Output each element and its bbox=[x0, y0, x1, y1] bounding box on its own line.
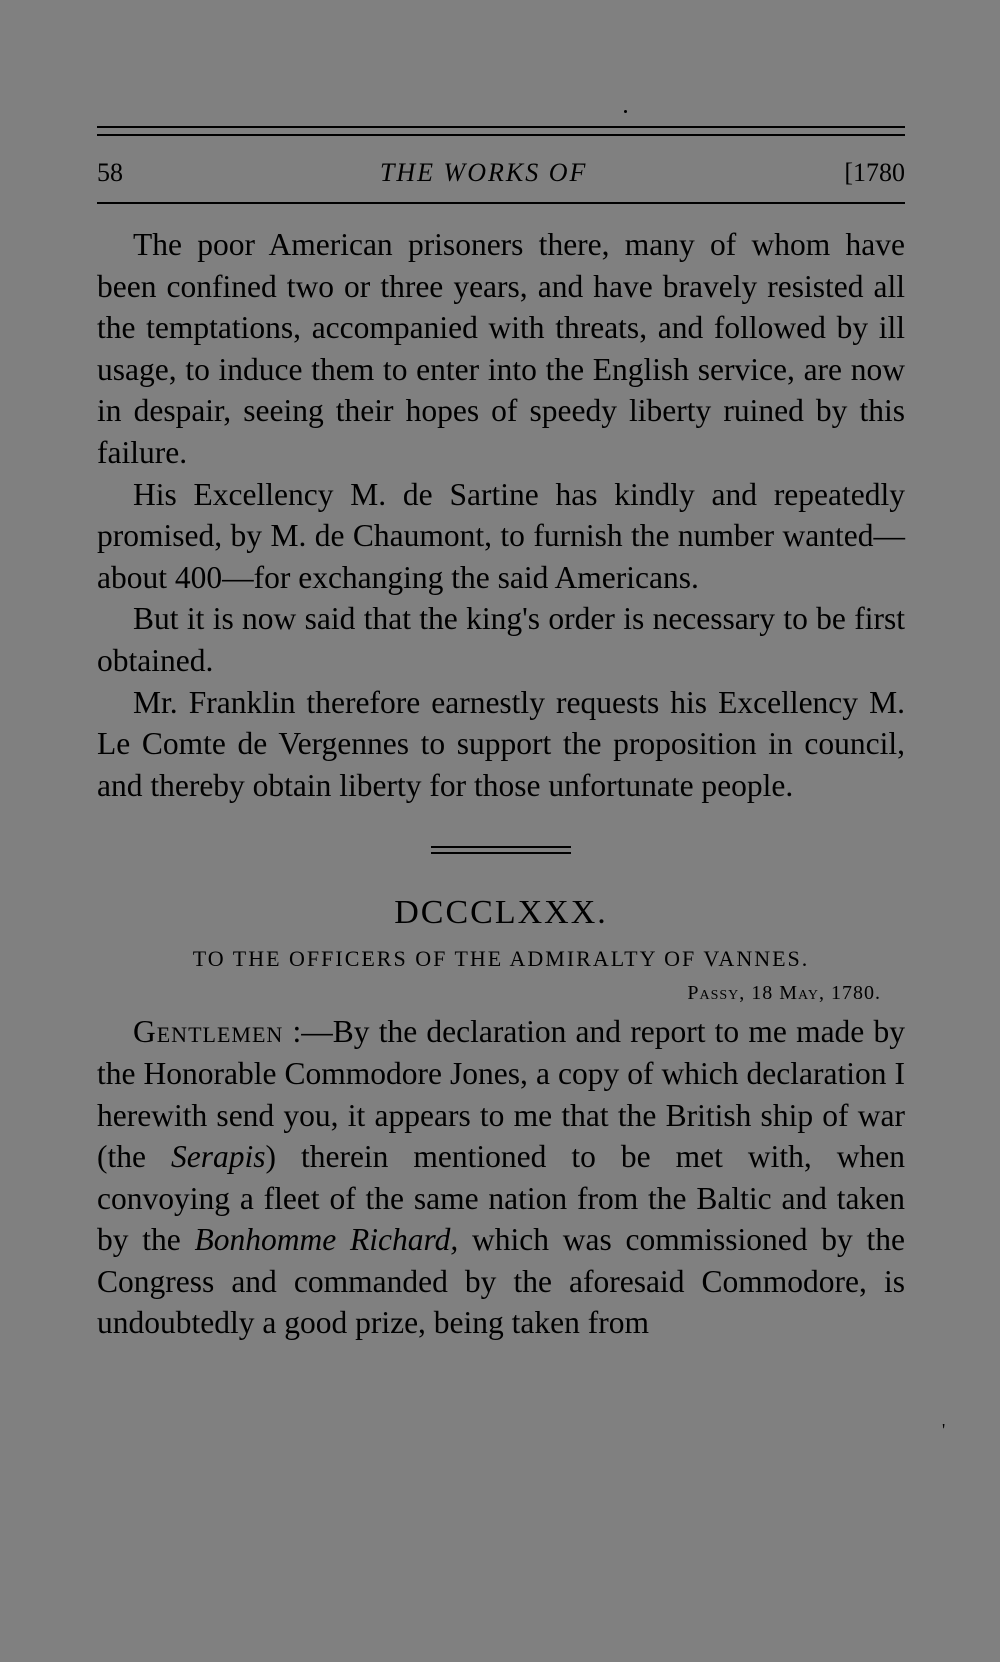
letter-text-segment: :—By the declaration and report to me made by the Honorable Commodore Jones, a copy of which declaration I herewith send you, it appears to me that the British ship of war (the bbox=[97, 1014, 905, 1175]
letter-dateline: Passy, 18 May, 1780. bbox=[687, 982, 881, 1005]
letter-addressee: TO THE OFFICERS OF THE ADMIRALTY OF VANNES. bbox=[192, 946, 810, 972]
letter-text-segment: ) therein mentioned to be met with, when convoying a fleet of the same nation from the Baltic and taken by the bbox=[97, 1139, 905, 1258]
running-head bbox=[97, 158, 905, 194]
paragraph bbox=[97, 1011, 905, 1344]
letter-number: DCCCLXXX. bbox=[394, 894, 608, 932]
letter-text-segment: which was commissioned by the Congress and commanded by the aforesaid Commodore, is undoubtedly a good prize, being taken from bbox=[97, 1222, 905, 1341]
margin-mark: ' bbox=[942, 1420, 946, 1440]
header-double-rule bbox=[97, 126, 905, 136]
book-page bbox=[97, 110, 905, 1344]
running-year: [1780 bbox=[844, 158, 905, 187]
ship-name: Serapis bbox=[170, 1139, 266, 1175]
running-title: THE WORKS OF bbox=[379, 158, 588, 187]
section-separator-rule bbox=[431, 846, 571, 854]
continued-letter-text bbox=[97, 224, 905, 806]
paragraph: But it is now said that the king's order is necessary to be first obtained. bbox=[97, 601, 905, 678]
letter-body bbox=[97, 1011, 905, 1344]
header-rule bbox=[97, 202, 905, 204]
paragraph: His Excellency M. de Sartine has kindly and repeatedly promised, by M. de Chaumont, to furnish the number wanted—about 400—for exchanging the said Americans. bbox=[97, 476, 905, 595]
ship-name: Bonhomme Richard, bbox=[194, 1222, 459, 1258]
paragraph: Mr. Franklin therefore earnestly requests his Excellency M. Le Comte de Vergennes to support the proposition in council, and thereby obtain liberty for those unfortunate people. bbox=[97, 684, 905, 803]
salutation: Gentlemen bbox=[133, 1014, 284, 1050]
paragraph: The poor American prisoners there, many of whom have been confined two or three years, and have bravely resisted all the temptations, accompanied with threats, and followed by ill usage, to induce them to enter into the English service, are now in despair, seeing their hopes of speedy liberty ruined by this failure. bbox=[97, 227, 905, 470]
page-number: 58 bbox=[97, 158, 123, 187]
